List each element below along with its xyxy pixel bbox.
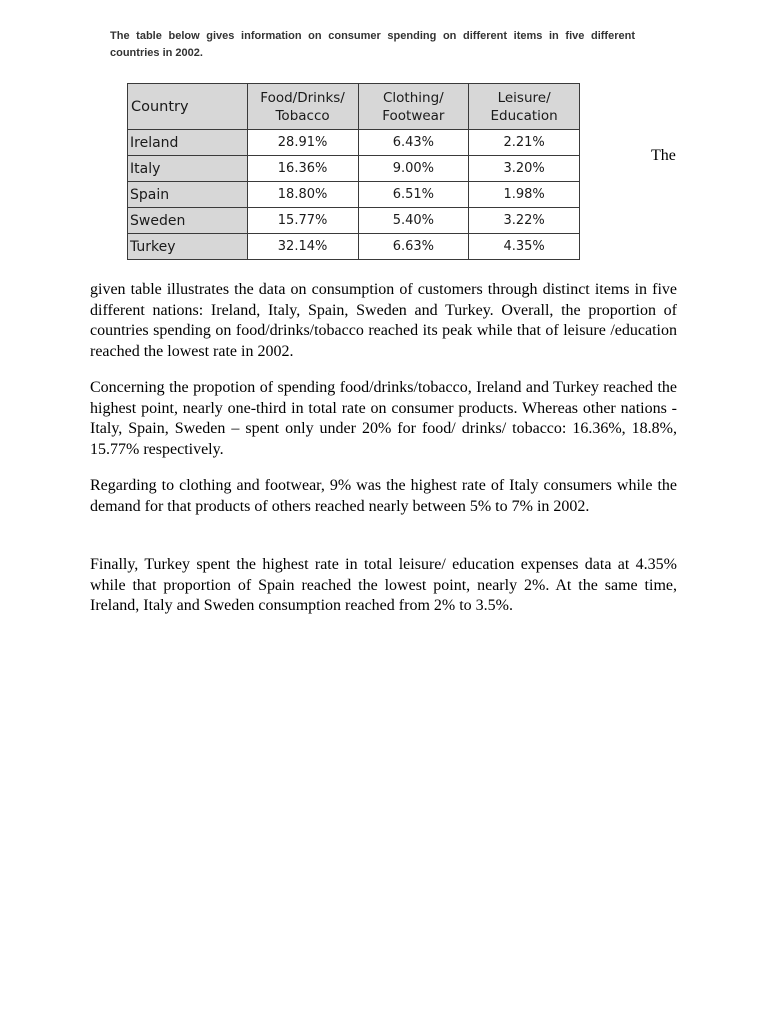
table-row [128, 234, 580, 260]
essay-paragraph-food [90, 378, 677, 460]
header-clothing: Clothing/ Footwear [358, 84, 469, 130]
clothing-cell: 6.43% [358, 130, 469, 156]
table-row [128, 156, 580, 182]
essay-paragraph-leisure [90, 555, 677, 617]
leisure-cell: 1.98% [469, 182, 580, 208]
table-row [128, 130, 580, 156]
paragraph-text: Concerning the propotion of spending food/drinks/tobacco, Ireland and Turkey reached the highest point, nearly one-third in total rate on consumer products. Whereas other nations - Italy, Spain, Sweden – spent only under 20% for food/ drinks/ tobacco: 16.36%, 18.8%, 15.77% respectively. [90, 379, 677, 458]
leisure-cell: 3.20% [469, 156, 580, 182]
header-food: Food/Drinks/ Tobacco [247, 84, 358, 130]
paragraph-text: Finally, Turkey spent the highest rate in total leisure/ education expenses data at 4.35% while that proportion of Spain reached the lowest point, nearly 2%. At the same time, Ireland, Italy and Sweden consumption reached from 2% to 3.5%. [90, 556, 677, 614]
paragraph-text: Regarding to clothing and footwear, 9% was the highest rate of Italy consumers while the demand for that products of others reached nearly between 5% to 7% in 2002. [90, 477, 677, 515]
country-cell: Turkey [128, 234, 248, 260]
clothing-cell: 6.63% [358, 234, 469, 260]
task-figure [100, 20, 635, 272]
header-leisure: Leisure/ Education [469, 84, 580, 130]
essay-first-word: The [651, 147, 676, 164]
task-prompt: The table below gives information on consumer spending on different items in five different countries in 2002. [110, 30, 635, 59]
spending-table [127, 83, 580, 260]
table-row [128, 182, 580, 208]
clothing-cell: 9.00% [358, 156, 469, 182]
food-cell: 16.36% [247, 156, 358, 182]
clothing-cell: 5.40% [358, 208, 469, 234]
leisure-cell: 4.35% [469, 234, 580, 260]
country-cell: Sweden [128, 208, 248, 234]
food-cell: 18.80% [247, 182, 358, 208]
table-row [128, 208, 580, 234]
country-cell: Spain [128, 182, 248, 208]
essay-paragraph-clothing [90, 476, 677, 517]
clothing-cell: 6.51% [358, 182, 469, 208]
country-cell: Ireland [128, 130, 248, 156]
food-cell: 32.14% [247, 234, 358, 260]
leisure-cell: 2.21% [469, 130, 580, 156]
header-country: Country [128, 84, 248, 130]
table-header-row [128, 84, 580, 130]
country-cell: Italy [128, 156, 248, 182]
essay-paragraph-intro [90, 280, 677, 362]
food-cell: 28.91% [247, 130, 358, 156]
leisure-cell: 3.22% [469, 208, 580, 234]
paragraph-text: given table illustrates the data on consumption of customers through distinct items in five different nations: Ireland, Italy, Spain, Sweden and Turkey. Overall, the proportion of countries spending on food/drinks/tobacco reached its peak while that of leisure /education reached the lowest rate in 2002. [90, 281, 677, 360]
food-cell: 15.77% [247, 208, 358, 234]
